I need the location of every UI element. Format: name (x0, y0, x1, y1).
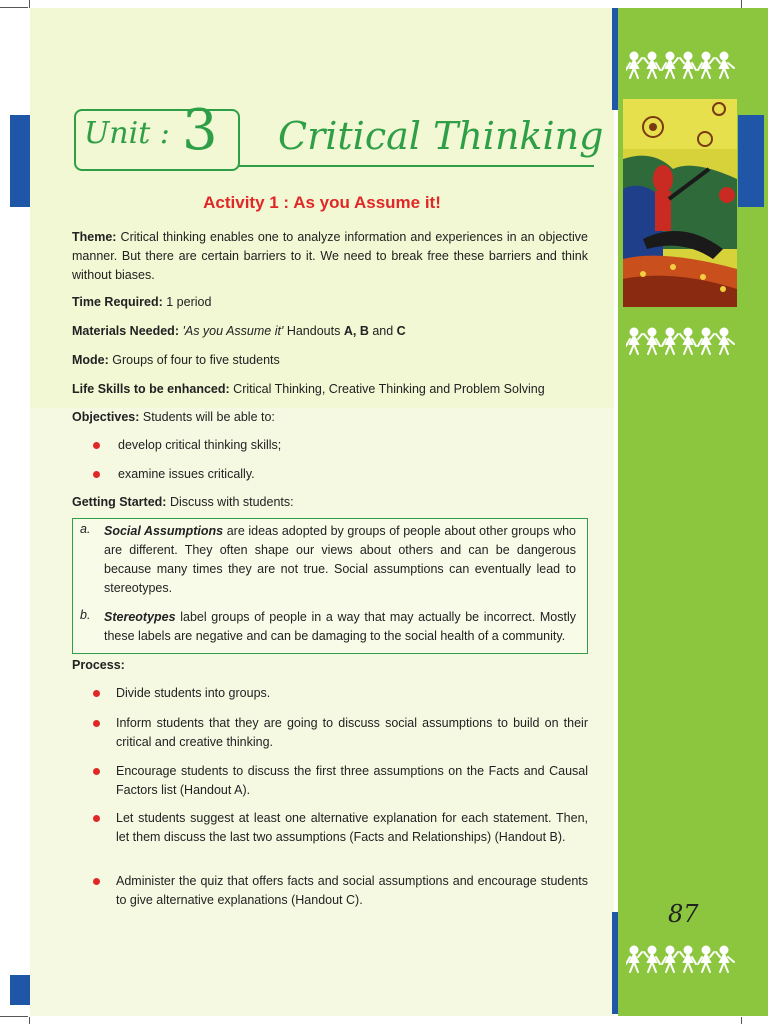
objectives-intro: Students will be able to: (142, 410, 275, 424)
bullet-icon (93, 442, 100, 449)
definition-letter: b. (80, 608, 91, 622)
crop-mark (29, 1017, 30, 1024)
materials-needed (72, 322, 588, 341)
right-blue-stripe-lower (612, 912, 618, 1014)
objective-item: examine issues critically. (118, 467, 255, 481)
theme-paragraph (72, 228, 588, 285)
time-required (72, 293, 588, 312)
left-blue-tab-lower (10, 975, 30, 1005)
definition-term: Social Assumptions (104, 524, 224, 538)
tribal-painting-illustration (623, 99, 737, 307)
bullet-icon (93, 768, 100, 775)
process-step: Administer the quiz that offers facts and social assumptions and encourage students to give alternative explanations (Handout C). (116, 874, 588, 907)
left-blue-tab (10, 115, 30, 207)
process-step: Divide students into groups. (116, 686, 271, 700)
life-skills (72, 380, 588, 399)
objective-item: develop critical thinking skills; (118, 438, 282, 452)
materials-handout-a: A, (343, 324, 357, 338)
crop-mark (741, 1017, 742, 1024)
bullet-icon (93, 471, 100, 478)
warli-dancers-icon (626, 944, 738, 982)
warli-dancers-icon (626, 326, 738, 364)
warli-dancers-icon (626, 50, 738, 88)
materials-handout-c: C (396, 324, 406, 338)
bullet-icon (93, 815, 100, 822)
getting-started-value: Discuss with students: (169, 495, 294, 509)
unit-title-underline (238, 165, 594, 167)
crop-mark (741, 0, 742, 8)
crop-mark (0, 1016, 28, 1017)
definition-text: are ideas adopted by groups of people about other groups who are different. They often shape our views about others and can be dangerous because many times they are not true. Social assumptions can eventually lead to stereotypes. (104, 524, 576, 595)
right-blue-tab (738, 115, 764, 207)
page-number: 87 (668, 900, 699, 928)
process-step: Encourage students to discuss the first three assumptions on the Facts and Causal Factors list (Handout A). (116, 764, 588, 797)
crop-mark (0, 7, 28, 8)
theme-label: Theme: (72, 230, 117, 244)
objectives (72, 408, 588, 427)
getting-started-label: Getting Started: (72, 495, 167, 509)
definition-social-assumptions (104, 522, 576, 598)
activity-title: Activity 1 : As you Assume it! (203, 193, 441, 212)
materials-and: and (372, 324, 394, 338)
materials-label: Materials Needed: (72, 324, 179, 338)
bullet-icon (93, 720, 100, 727)
unit-title: Critical Thinking (278, 114, 604, 158)
process-step: Let students suggest at least one alternative explanation for each statement. Then, let them discuss the last two assumptions (Facts and Relationships) (Handout B). (116, 811, 588, 844)
unit-number: 3 (182, 98, 218, 163)
unit-label: Unit : (84, 116, 170, 151)
bullet-icon (93, 878, 100, 885)
mode-value: Groups of four to five students (112, 353, 280, 367)
materials-handouts: Handouts (286, 324, 341, 338)
materials-title: 'As you Assume it' (182, 324, 284, 338)
theme-text: Critical thinking enables one to analyze information and experiences in an objective manner. But there are certain barriers to it. We need to break free these barriers and think without biases. (72, 230, 588, 282)
definition-letter: a. (80, 522, 91, 536)
mode-label: Mode: (72, 353, 109, 367)
getting-started (72, 493, 588, 512)
definition-text: label groups of people in a way that may actually be incorrect. Mostly these labels are negative and can be damaging to the social health of a community. (104, 610, 576, 643)
time-value: 1 period (166, 295, 212, 309)
process-label: Process: (72, 658, 125, 672)
right-blue-stripe (612, 8, 618, 110)
materials-handout-b: B (359, 324, 369, 338)
life-skills-value: Critical Thinking, Creative Thinking and Problem Solving (233, 382, 545, 396)
definition-stereotypes (104, 608, 576, 646)
process-step: Inform students that they are going to discuss social assumptions to build on their critical and creative thinking. (116, 716, 588, 749)
objectives-label: Objectives: (72, 410, 140, 424)
life-skills-label: Life Skills to be enhanced: (72, 382, 230, 396)
crop-mark (29, 0, 30, 8)
definition-term: Stereotypes (104, 610, 176, 624)
time-label: Time Required: (72, 295, 163, 309)
bullet-icon (93, 690, 100, 697)
mode (72, 351, 588, 370)
